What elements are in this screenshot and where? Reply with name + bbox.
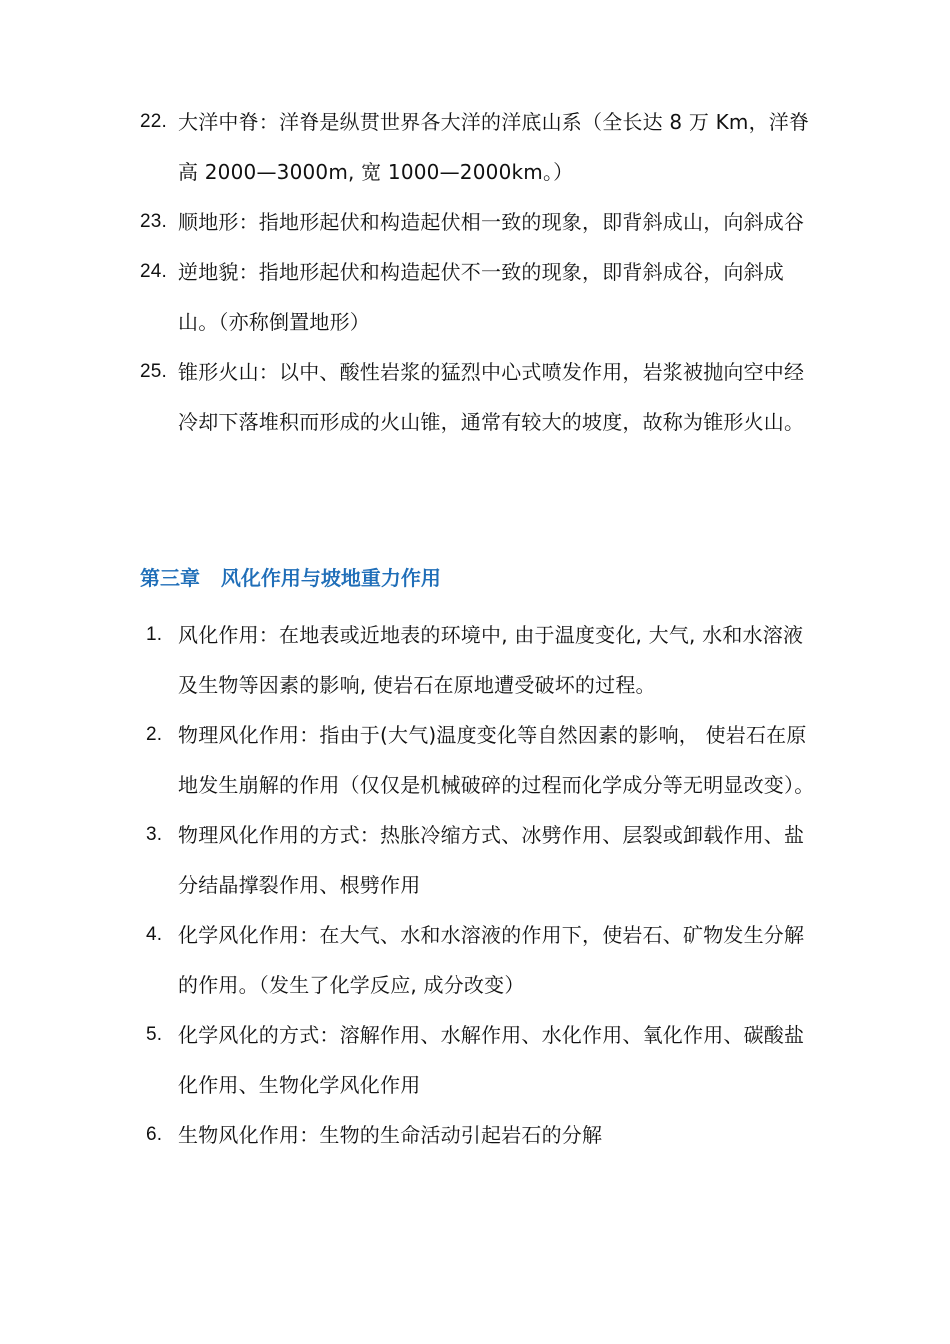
item-text: 生物风化作用：生物的生命活动引起岩石的分解	[178, 1123, 603, 1147]
list-item	[140, 197, 820, 247]
list-item	[140, 610, 820, 710]
item-text: 逆地貌：指地形起伏和构造起伏不一致的现象，即背斜成谷，向斜成山。（亦称倒置地形）	[178, 260, 784, 334]
definition-list-continued	[140, 97, 820, 447]
item-number: 23.	[140, 211, 168, 232]
item-number: 22.	[140, 111, 168, 132]
item-text: 锥形火山：以中、酸性岩浆的猛烈中心式喷发作用，岩浆被抛向空中经冷却下落堆积而形成的火山锥，通常有较大的坡度，故称为锥形火山。	[178, 360, 805, 434]
item-text: 风化作用：在地表或近地表的环境中, 由于温度变化, 大气, 水和水溶液及生物等因素的影响, 使岩石在原地遭受破坏的过程。	[178, 623, 804, 697]
item-number: 6.	[146, 1124, 163, 1145]
item-text: 物理风化作用的方式：热胀冷缩方式、冰劈作用、层裂或卸载作用、盐分结晶撑裂作用、根劈作用	[178, 823, 805, 897]
item-text: 化学风化作用：在大气、水和水溶液的作用下，使岩石、矿物发生分解的作用。（发生了化学反应, 成分改变）	[178, 923, 805, 997]
item-number: 24.	[140, 261, 168, 282]
item-text: 顺地形：指地形起伏和构造起伏相一致的现象，即背斜成山，向斜成谷	[178, 210, 805, 234]
list-item	[140, 247, 820, 347]
item-number: 1.	[146, 624, 163, 645]
item-text: 大洋中脊：洋脊是纵贯世界各大洋的洋底山系（全长达 8 万 Km，洋脊高 2000—3000m, 宽 1000—2000km。）	[178, 110, 810, 184]
item-text: 化学风化的方式：溶解作用、水解作用、水化作用、氧化作用、碳酸盐化作用、生物化学风化作用	[178, 1023, 805, 1097]
list-item	[140, 1010, 820, 1110]
list-item	[140, 1110, 820, 1160]
item-number: 4.	[146, 924, 163, 945]
list-item	[140, 710, 820, 810]
item-text: 物理风化作用：指由于(大气)温度变化等自然因素的影响， 使岩石在原地发生崩解的作用（仅仅是机械破碎的过程而化学成分等无明显改变）。	[178, 723, 815, 797]
list-item	[140, 810, 820, 910]
list-item	[140, 347, 820, 447]
definition-list-chapter-3	[140, 610, 820, 1160]
list-item	[140, 910, 820, 1010]
item-number: 5.	[146, 1024, 163, 1045]
item-number: 25.	[140, 361, 168, 382]
item-number: 3.	[146, 824, 163, 845]
item-number: 2.	[146, 724, 163, 745]
list-item	[140, 97, 820, 197]
chapter-heading: 第三章 风化作用与坡地重力作用	[140, 566, 441, 590]
